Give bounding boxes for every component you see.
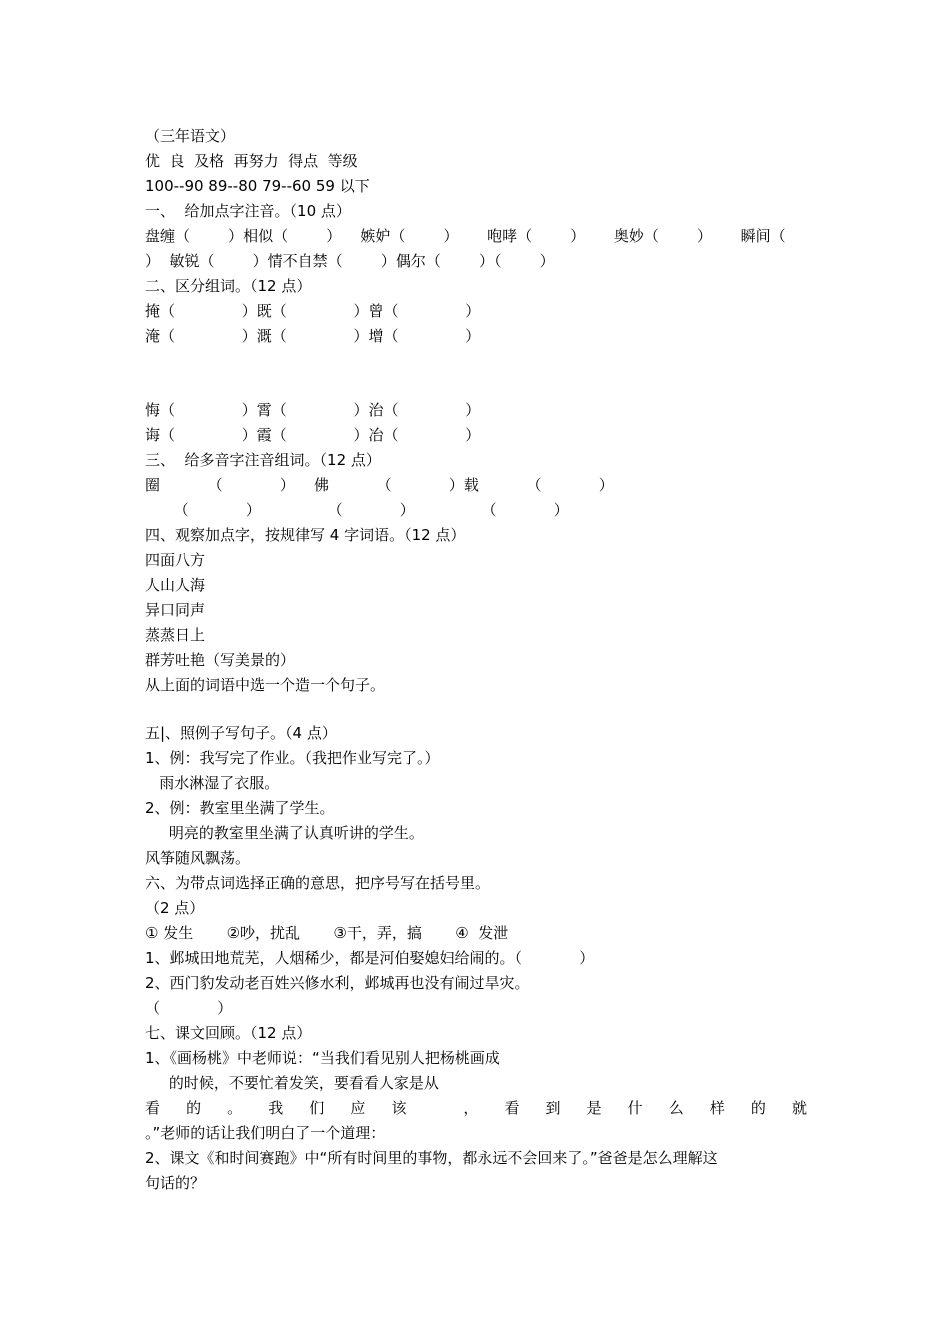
doc-header: （三年语文）: [145, 127, 236, 145]
section-7-heading: 七、课文回顾。（12 点）: [145, 1024, 312, 1042]
section-4-heading: 四、观察加点字，按规律写 4 字词语。（12 点）: [145, 526, 466, 544]
idiom-2: 人山人海: [145, 576, 206, 594]
idiom-3: 异口同声: [145, 601, 206, 619]
section-2-row-3: 悔（ ）霄（ ）治（ ）: [145, 401, 481, 419]
section-1-line-1: 盘缠（ ）相似（ ） 嫉妒（ ） 咆哮（ ） 奥妙（ ） 瞬间（: [145, 227, 786, 245]
idiom-5: 群芳吐艳（写美景的）: [145, 651, 296, 669]
section-4-instruction: 从上面的词语中选一个造一个句子。: [145, 676, 386, 694]
section-2-row-2: 淹（ ）溉（ ）增（ ）: [145, 327, 481, 345]
example-1-task: 雨水淋湿了衣服。: [145, 774, 280, 792]
grade-ranges: 100--90 89--80 79--60 59 以下: [145, 177, 370, 195]
section-2-row-1: 掩（ ）既（ ）曾（ ）: [145, 302, 481, 320]
section-6-q2: 2、西门豹发动老百姓兴修水利，邺城再也没有闹过旱灾。: [145, 974, 530, 992]
example-2-task: 风筝随风飘荡。: [145, 849, 251, 867]
section-3-row-1: 圈 （ ） 佛 （ ）载 （ ）: [145, 476, 614, 494]
example-1: 1、例：我写完了作业。（我把作业写完了。）: [145, 749, 440, 767]
meaning-options: ① 发生 ②吵，扰乱 ③干，弄，搞 ④ 发泄: [145, 924, 509, 942]
section-7-q1-line-1: 1、《画杨桃》中老师说：“当我们看见别人把杨桃画成: [145, 1049, 500, 1067]
section-6-q1: 1、邺城田地荒芜，人烟稀少，都是河伯娶媳妇给闹的。（ ）: [145, 949, 595, 967]
section-6-heading: 六、为带点词选择正确的意思，把序号写在括号里。: [145, 874, 491, 892]
section-2-row-4: 诲（ ）霞（ ）冶（ ）: [145, 426, 481, 444]
section-2-heading: 二、区分组词。（12 点）: [145, 277, 312, 295]
section-7-q1-line-4: 。”老师的话让我们明白了一个道理：: [145, 1124, 386, 1142]
grade-labels: 优 良 及格 再努力 得点 等级: [145, 152, 358, 170]
example-2: 2、例：教室里坐满了学生。: [145, 799, 335, 817]
section-7-q1-line-2: 的时候，不要忙着发笑，要看看人家是从: [145, 1074, 439, 1092]
section-1-heading: 一、 给加点字注音。（10 点）: [145, 202, 351, 220]
idiom-1: 四面八方: [145, 551, 206, 569]
example-2-answer: 明亮的教室里坐满了认真听讲的学生。: [145, 824, 424, 842]
section-3-row-2: （ ） （ ） （ ）: [145, 501, 569, 519]
section-3-heading: 三、 给多音字注音组词。（12 点）: [145, 451, 381, 469]
section-1-line-2: ） 敏锐（ ）情不自禁（ ）偶尔（ ）（ ）: [145, 252, 555, 270]
section-5-heading: 五|、照例子写句子。（4 点）: [145, 724, 337, 742]
section-6-q2-blank: （ ）: [145, 999, 233, 1017]
section-7-q2-line-2: 句话的？: [145, 1174, 206, 1192]
idiom-4: 蒸蒸日上: [145, 626, 206, 644]
section-6-points: （2 点）: [145, 899, 205, 917]
section-7-q2-line-1: 2、课文《和时间赛跑》中“所有时间里的事物，都永远不会回来了。”爸爸是怎么理解这: [145, 1149, 718, 1167]
section-7-q1-line-3: 看的。我们应该 ，看到是什么样的就: [145, 1099, 807, 1117]
